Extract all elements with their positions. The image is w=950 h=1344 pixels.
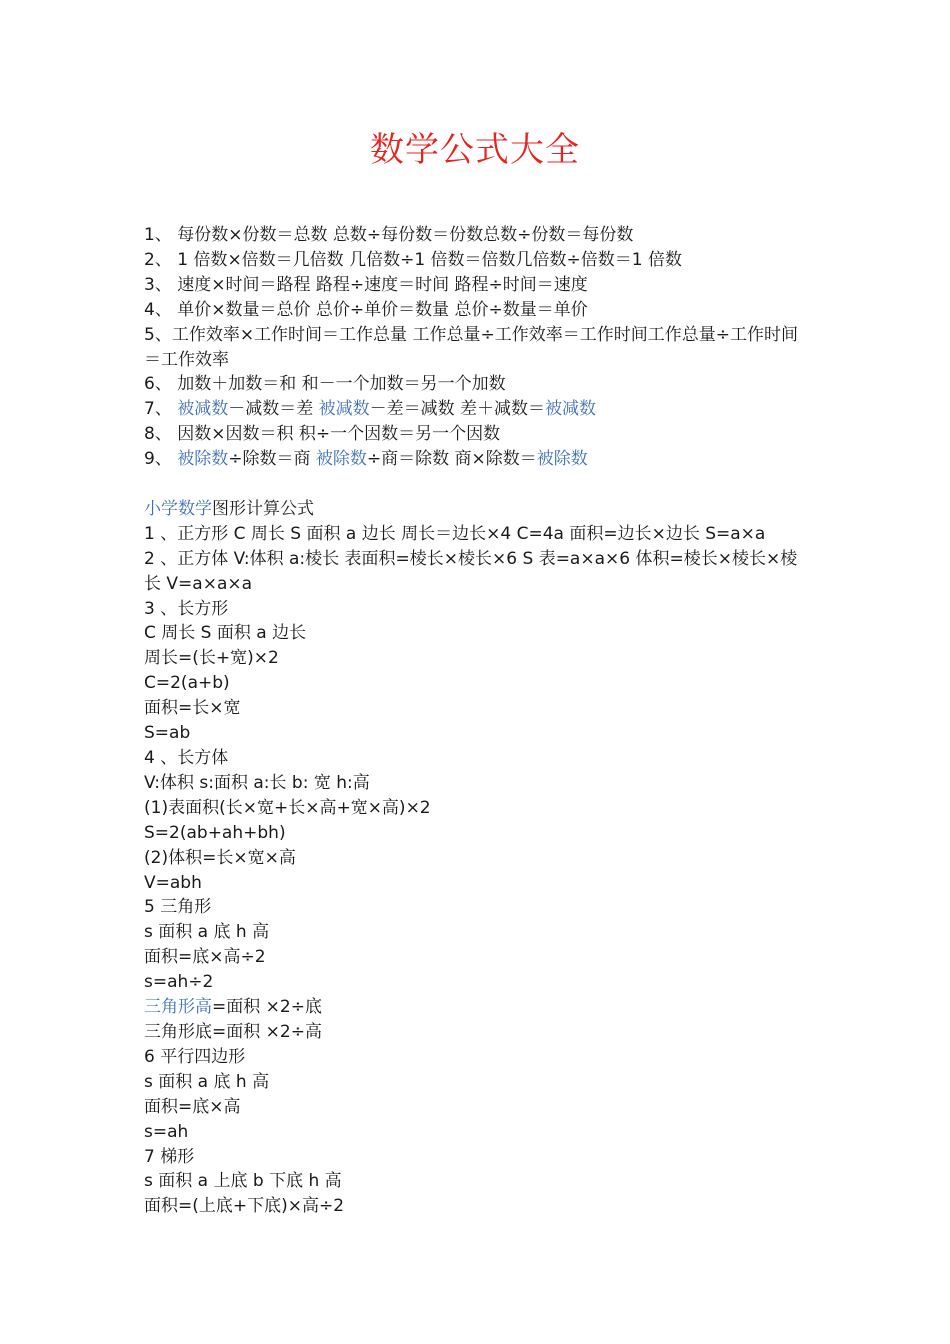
formula-text: 8、 因数×因数＝积 积÷一个因数＝另一个因数 [144, 424, 501, 445]
formula-text: 9、 [144, 449, 178, 470]
formula-text: ÷商＝除数 商×除数＝ [366, 449, 537, 470]
geometry-line [144, 871, 814, 896]
formula-text: C 周长 S 面积 a 边长 [144, 623, 307, 644]
formula-text: 面积=(上底+下底)×高÷2 [144, 1196, 345, 1217]
formula-text: 面积=长×宽 [144, 698, 241, 719]
formula-text: 周长=(长+宽)×2 [144, 648, 279, 669]
formula-text: －差＝减数 差＋减数＝ [369, 399, 546, 420]
formula-text: 5、工作效率×工作时间＝工作总量 工作总量÷工作效率＝工作时间工作总量÷工作时间＝工作效率 [144, 324, 798, 370]
formula-text: 7、 [144, 399, 178, 420]
formula-text: 4 、长方体 [144, 748, 229, 769]
formula-line [144, 422, 814, 447]
geometry-line [144, 746, 814, 771]
formula-text: 3、 速度×时间＝路程 路程÷速度＝时间 路程÷时间＝速度 [144, 274, 588, 295]
formula-text: 2、 1 倍数×倍数＝几倍数 几倍数÷1 倍数＝倍数几倍数÷倍数＝1 倍数 [144, 249, 683, 270]
formula-line [144, 447, 814, 472]
formula-text: =面积 ×2÷底 [212, 997, 322, 1018]
linked-term[interactable]: 三角形高 [144, 997, 212, 1018]
page-title: 数学公式大全 [370, 130, 580, 170]
geometry-line [144, 497, 814, 522]
formula-text: s=ah÷2 [144, 972, 214, 993]
formula-text: s 面积 a 底 h 高 [144, 922, 270, 943]
formula-text: 6 平行四边形 [144, 1046, 246, 1067]
geometry-line [144, 646, 814, 671]
linked-term[interactable]: 小学数学 [144, 498, 212, 519]
formula-text: s 面积 a 上底 b 下底 h 高 [144, 1171, 342, 1192]
formula-text: 2 、正方体 V:体积 a:棱长 表面积=棱长×棱长×6 S 表=a×a×6 体积=棱长×棱长×棱长 V=a×a×a [144, 548, 798, 594]
formula-text: s=ah [144, 1121, 189, 1142]
formula-text: V:体积 s:面积 a:长 b: 宽 h:高 [144, 772, 370, 793]
geometry-line [144, 1145, 814, 1170]
formula-text: 面积=底×高÷2 [144, 947, 266, 968]
formula-line [144, 372, 814, 397]
formula-text: 图形计算公式 [212, 498, 314, 519]
formula-line [144, 323, 814, 373]
geometry-line [144, 771, 814, 796]
formula-line [144, 298, 814, 323]
formula-text: 4、 单价×数量＝总价 总价÷单价＝数量 总价÷数量＝单价 [144, 299, 588, 320]
geometry-line [144, 895, 814, 920]
linked-term[interactable]: 被减数 [318, 399, 370, 420]
formula-text: (1)表面积(长×宽+长×高+宽×高)×2 [144, 797, 431, 818]
geometry-line [144, 1045, 814, 1070]
geometry-line [144, 547, 814, 597]
formula-text: (2)体积=长×宽×高 [144, 847, 296, 868]
geometry-line [144, 1020, 814, 1045]
linked-term[interactable]: 被除数 [315, 449, 367, 470]
geometry-line [144, 846, 814, 871]
geometry-line [144, 1095, 814, 1120]
formula-line [144, 223, 814, 248]
linked-term[interactable]: 被除数 [177, 449, 229, 470]
geometry-line [144, 970, 814, 995]
geometry-line [144, 821, 814, 846]
formula-line [144, 397, 814, 422]
linked-term[interactable]: 被减数 [177, 399, 229, 420]
formula-text: 3 、长方形 [144, 598, 229, 619]
formula-text: s 面积 a 底 h 高 [144, 1071, 270, 1092]
formula-text: C=2(a+b) [144, 673, 230, 694]
geometry-line [144, 1070, 814, 1095]
geometry-line [144, 522, 814, 547]
formula-text: 1、 每份数×份数＝总数 总数÷每份数＝份数总数÷份数＝每份数 [144, 225, 634, 245]
formula-text: 6、 加数＋加数＝和 和－一个加数＝另一个加数 [144, 374, 506, 395]
formula-line [144, 248, 814, 273]
linked-term[interactable]: 被除数 [536, 449, 588, 470]
formula-text: 面积=底×高 [144, 1096, 241, 1117]
formula-line [144, 273, 814, 298]
geometry-line [144, 621, 814, 646]
formula-text: S=2(ab+ah+bh) [144, 822, 286, 843]
geometry-formulas-section [144, 497, 814, 1219]
geometry-line [144, 1194, 814, 1219]
geometry-line [144, 1169, 814, 1194]
section-spacer [144, 472, 814, 497]
formula-text: V=abh [144, 872, 202, 893]
document-body [144, 223, 814, 1219]
geometry-line [144, 1120, 814, 1145]
formula-text: S=ab [144, 723, 191, 744]
geometry-line [144, 995, 814, 1020]
formula-text: ÷除数＝商 [228, 449, 316, 470]
formula-text: 7 梯形 [144, 1146, 195, 1167]
geometry-line [144, 597, 814, 622]
formula-text: 三角形底=面积 ×2÷高 [144, 1021, 322, 1042]
formula-text: －减数＝差 [228, 399, 319, 420]
geometry-line [144, 671, 814, 696]
formula-text: 5 三角形 [144, 897, 212, 918]
geometry-line [144, 696, 814, 721]
formula-text: 1 、正方形 C 周长 S 面积 a 边长 周长＝边长×4 C=4a 面积=边长×边长 S=a×a [144, 523, 766, 544]
geometry-line [144, 920, 814, 945]
linked-term[interactable]: 被减数 [545, 399, 597, 420]
basic-formulas-section [144, 223, 814, 472]
geometry-line [144, 945, 814, 970]
geometry-line [144, 796, 814, 821]
geometry-line [144, 721, 814, 746]
